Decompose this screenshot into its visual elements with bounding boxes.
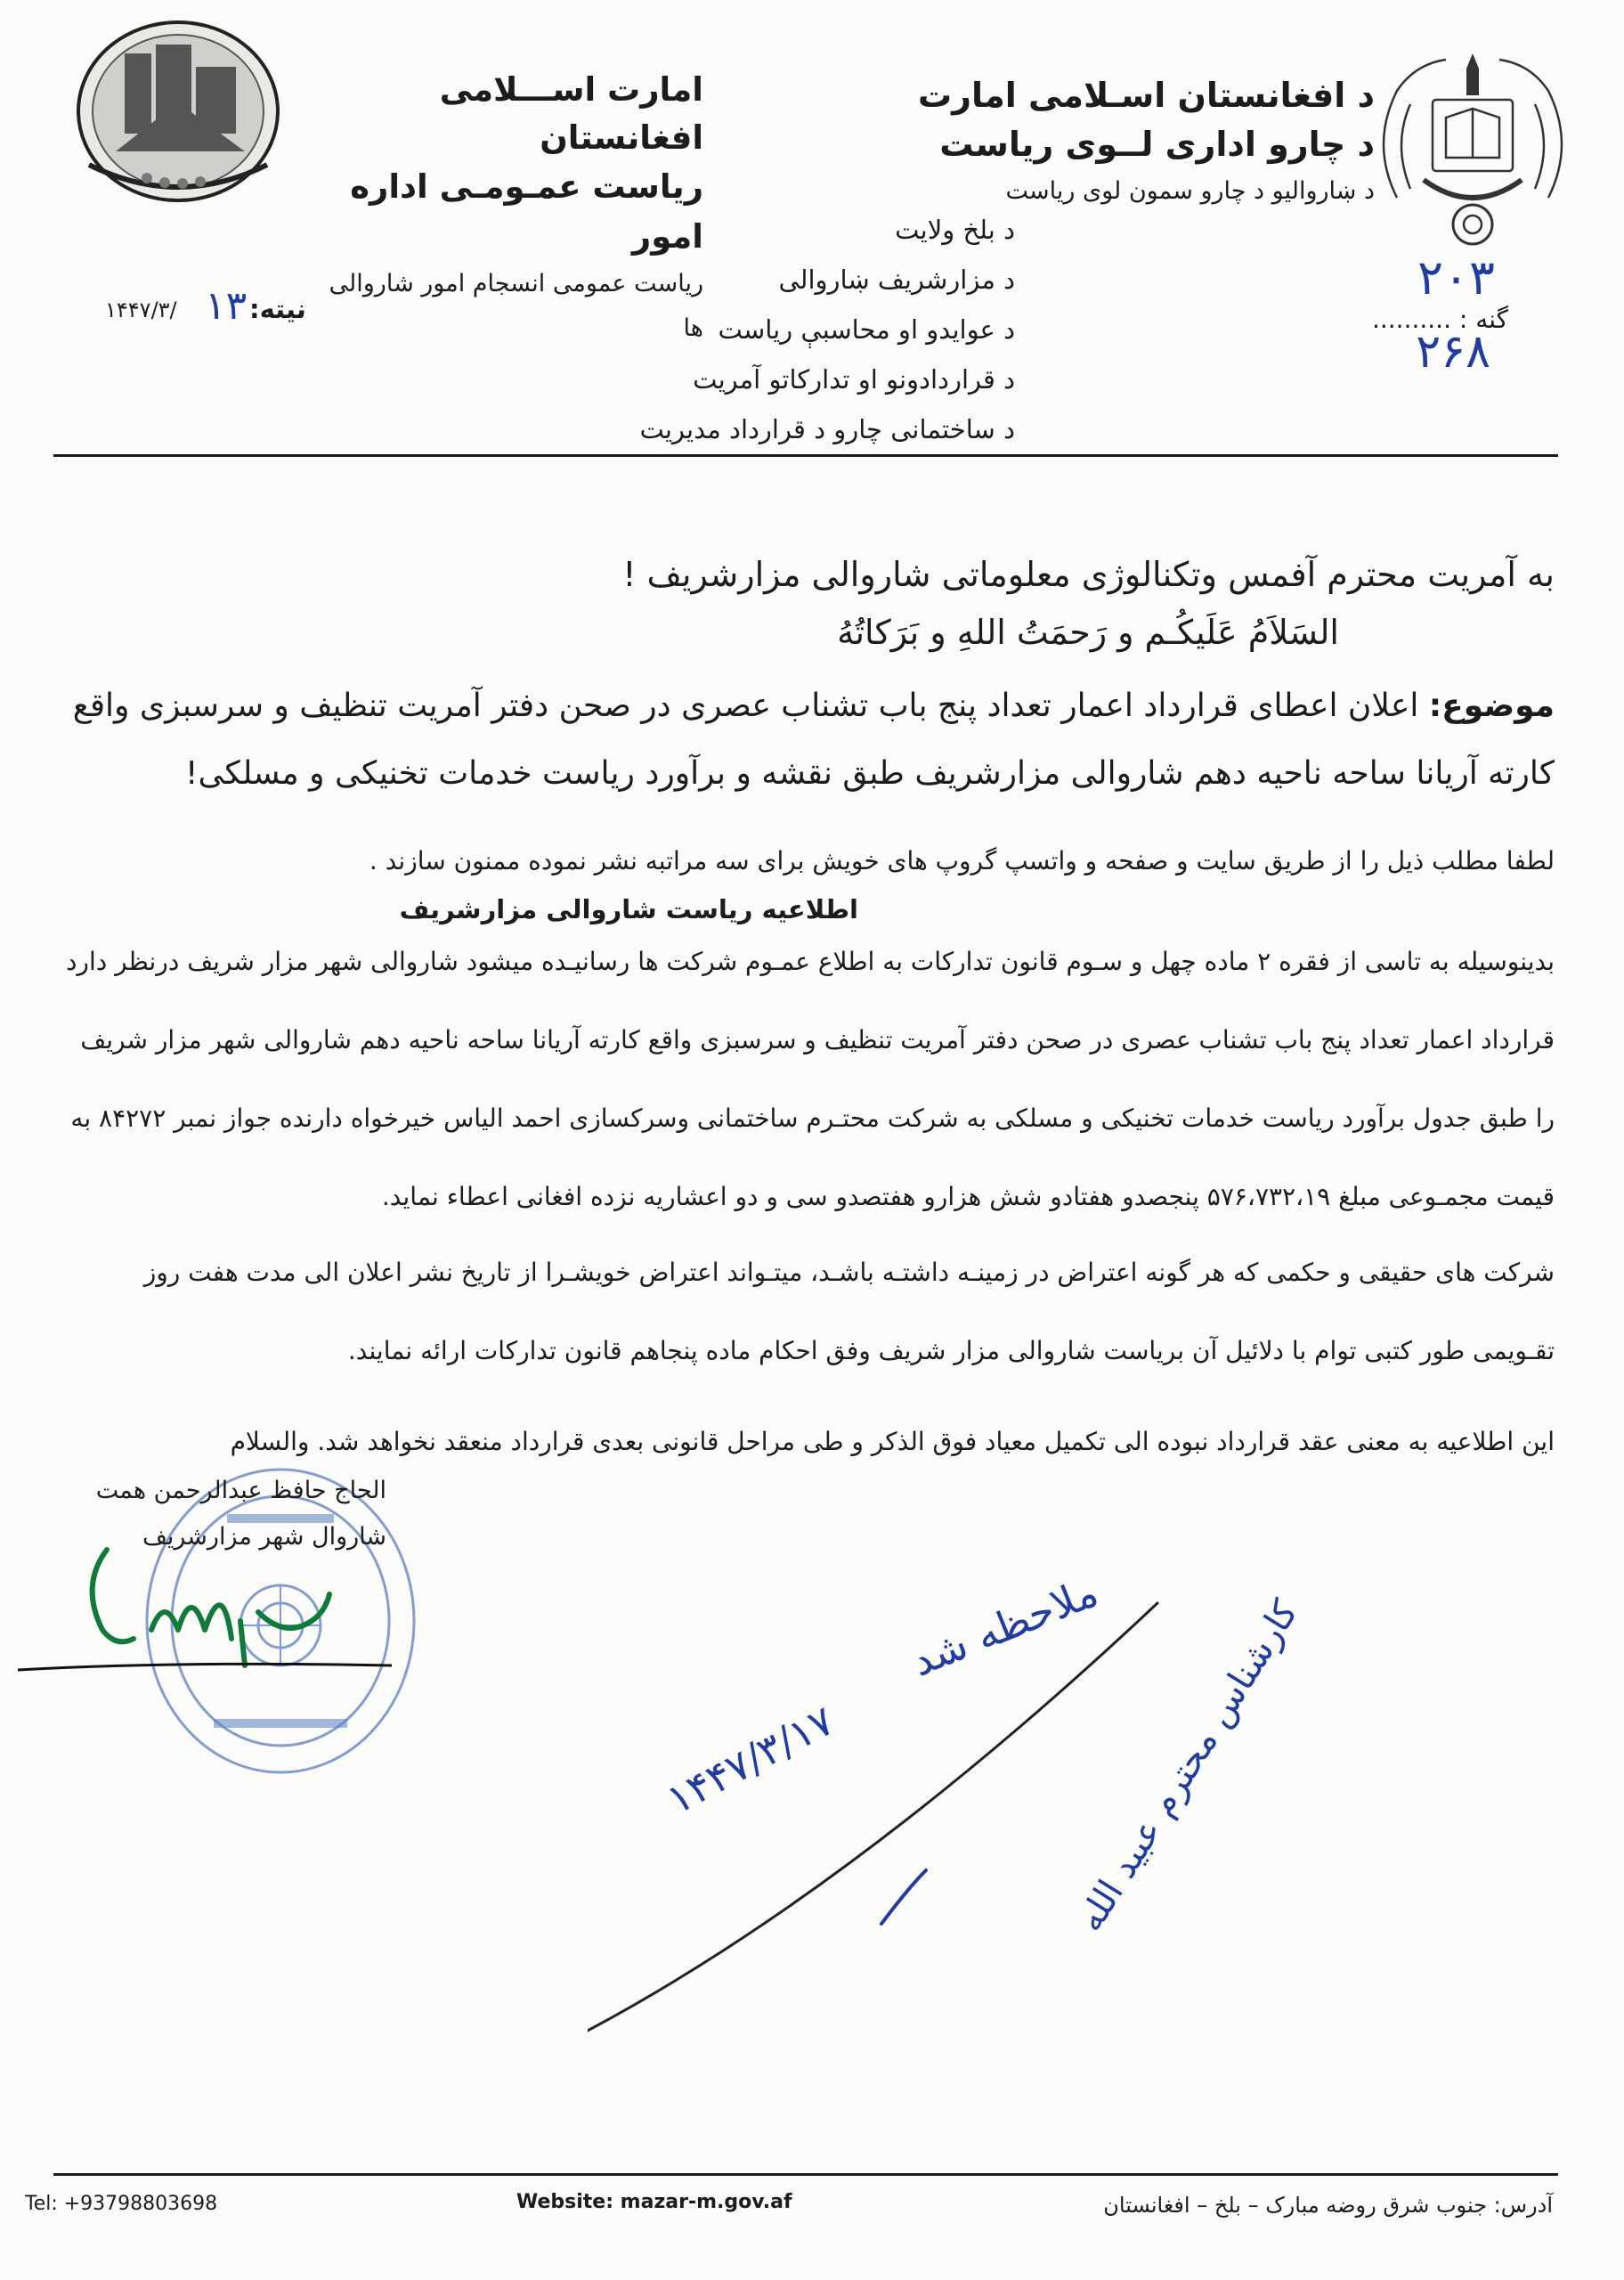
header-left-line3: ریاست عمومی انسجام امور شاروالی ها <box>329 270 703 342</box>
footer-address: آدرس: جنوب شرق روضه مبارک – بلخ – افغانستان <box>1103 2193 1553 2218</box>
notice-paragraph-2: شرکت های حقیقی و حکمی که هر گونه اعتراض در زمینـه داشتـه باشـد، میتـواند اعتراض خویشـرا از تاریخ نشر اعلان الی مدت هفت روز تقـویمی طور کتبی توام با دلائیل آن بریاست شاروالی مزار شریف وفق احکام ماده پنجاهم قانون تدارکات ارائه نمایند. <box>143 1258 1555 1365</box>
footer-telephone: Tel: +93798803698 <box>25 2193 218 2215</box>
footer-website-link[interactable]: Website: mazar-m.gov.af <box>516 2191 792 2213</box>
addressee-item: د قراردادونو او تدارکاتو آمریت <box>693 364 1015 395</box>
letter-number-handwritten-top: ۲۰۳ <box>1417 249 1495 305</box>
mayor-signature <box>18 1532 392 1710</box>
header-left-line1: امارت اســـلامی افغانستان <box>439 70 703 157</box>
date-value: ۱۴۴۷/۳/ <box>105 297 177 322</box>
header-right-line3: د ښاروالیو د چارو سمون لوی ریاست <box>1005 177 1375 205</box>
header-right-line1: د افغانستان اسـلامی امارت <box>917 76 1375 115</box>
date-label: نیته: <box>249 294 306 324</box>
header-divider <box>53 454 1558 457</box>
salam-line: السَلاَمُ عَلَیکُـم و رَحمَتُ اللهِ و بَرَکاتُهُ <box>837 613 1339 652</box>
addressee-item: د مزارشریف ښاروالی <box>778 265 1015 295</box>
addressee-list <box>534 205 1015 454</box>
header-right-block <box>840 71 1375 214</box>
greeting-line: به آمریت محترم آفمس وتکنالوژی معلوماتی شاروالی مزارشریف ! <box>622 555 1555 594</box>
notice-paragraph-3: این اطلاعیه به معنی عقد قرارداد نبوده الی تکمیل معیاد فوق الذکر و طی مراحل قانونی بعدی قرارداد منعقد نخواهد شد. والسلام <box>230 1427 1555 1456</box>
addressee-item: د ساختمانی چارو د قرارداد مدیریت <box>639 414 1015 444</box>
handwritten-note <box>623 1550 1307 2048</box>
header-right-line2: د چارو اداری لــوی ریاست <box>939 125 1375 164</box>
addressee-item: د عوایدو او محاسبې ریاست <box>718 314 1015 345</box>
notice-title: اطلاعیه ریاست شاروالی مزارشریف <box>399 894 858 924</box>
signer-name: الحاج حافظ عبدالرحمن همت <box>95 1477 386 1504</box>
letter-number-label: گنه : .......... <box>1371 305 1508 334</box>
municipality-seal-logo <box>71 18 285 209</box>
handwritten-note-line1: ملاحظه شد <box>905 1568 1105 1686</box>
handwritten-note-date: ۱۴۴۷/۳/۱۷ <box>659 1696 842 1824</box>
footer-divider <box>53 2173 1558 2176</box>
date-handwritten-day: ۱۳ <box>205 283 248 329</box>
notice-paragraph-1: بدینوسیله به تاسی از فقره ۲ ماده چهل و سـوم قانون تدارکات به اطلاع عمـوم شرکت ها رسانیـده میشود شاروالی شهر مزار شریف درنظر دارد قرارداد اعمار تعداد پنج باب تشناب عصری در صحن دفتر آمریت تنظیف و سرسبزی واقع کارته آریانا ساحه ناحیه دهم شاروالی شهر مزار شریف را طبق جدول برآورد ریاست خدمات تخنیکی و مسلکی به شرکت محتـرم ساختمانی وسرکسازی احمد الیاس خیرخواه دارنده جواز نمبر ۸۴۲۷۲ به قیمت مجمـوعی مبلغ ۵۷۶،۷۳۲،۱۹ پنجصدو هفتادو شش هزارو هفتصدو سی و دو اعشاریه نزده افغانی اعطاء نماید. <box>65 947 1555 1211</box>
subject-label: موضوع: <box>1428 688 1555 724</box>
subject-paragraph <box>59 672 1555 808</box>
addressee-item: د بلخ ولایت <box>895 215 1015 245</box>
letter-number-handwritten-bottom: ۲۶۸ <box>1416 325 1490 379</box>
signer-title: شاروال شهر مزارشریف <box>142 1523 386 1551</box>
publication-request: لطفا مطلب ذیل را از طریق سایت و صفحه و واتسپ گروپ های خویش برای سه مراتبه نشر نموده ممنون سازند . <box>369 846 1555 875</box>
header-left-line2: ریاست عمـومـی اداره امور <box>350 167 703 256</box>
subject-text: اعلان اعطای قرارداد اعمار تعداد پنج باب تشناب عصری در صحن دفتر آمریت تنظیف و سرسبزی واقع کارته آریانا ساحه ناحیه دهم شاروالی مزارشریف طبق نقشه و برآورد ریاست خدمات تخنیکی و مسلکی! <box>72 688 1555 792</box>
handwritten-note-line2: کارشناس محترم عبید الله <box>1069 1593 1307 1939</box>
emirate-emblem-icon <box>1361 46 1584 251</box>
